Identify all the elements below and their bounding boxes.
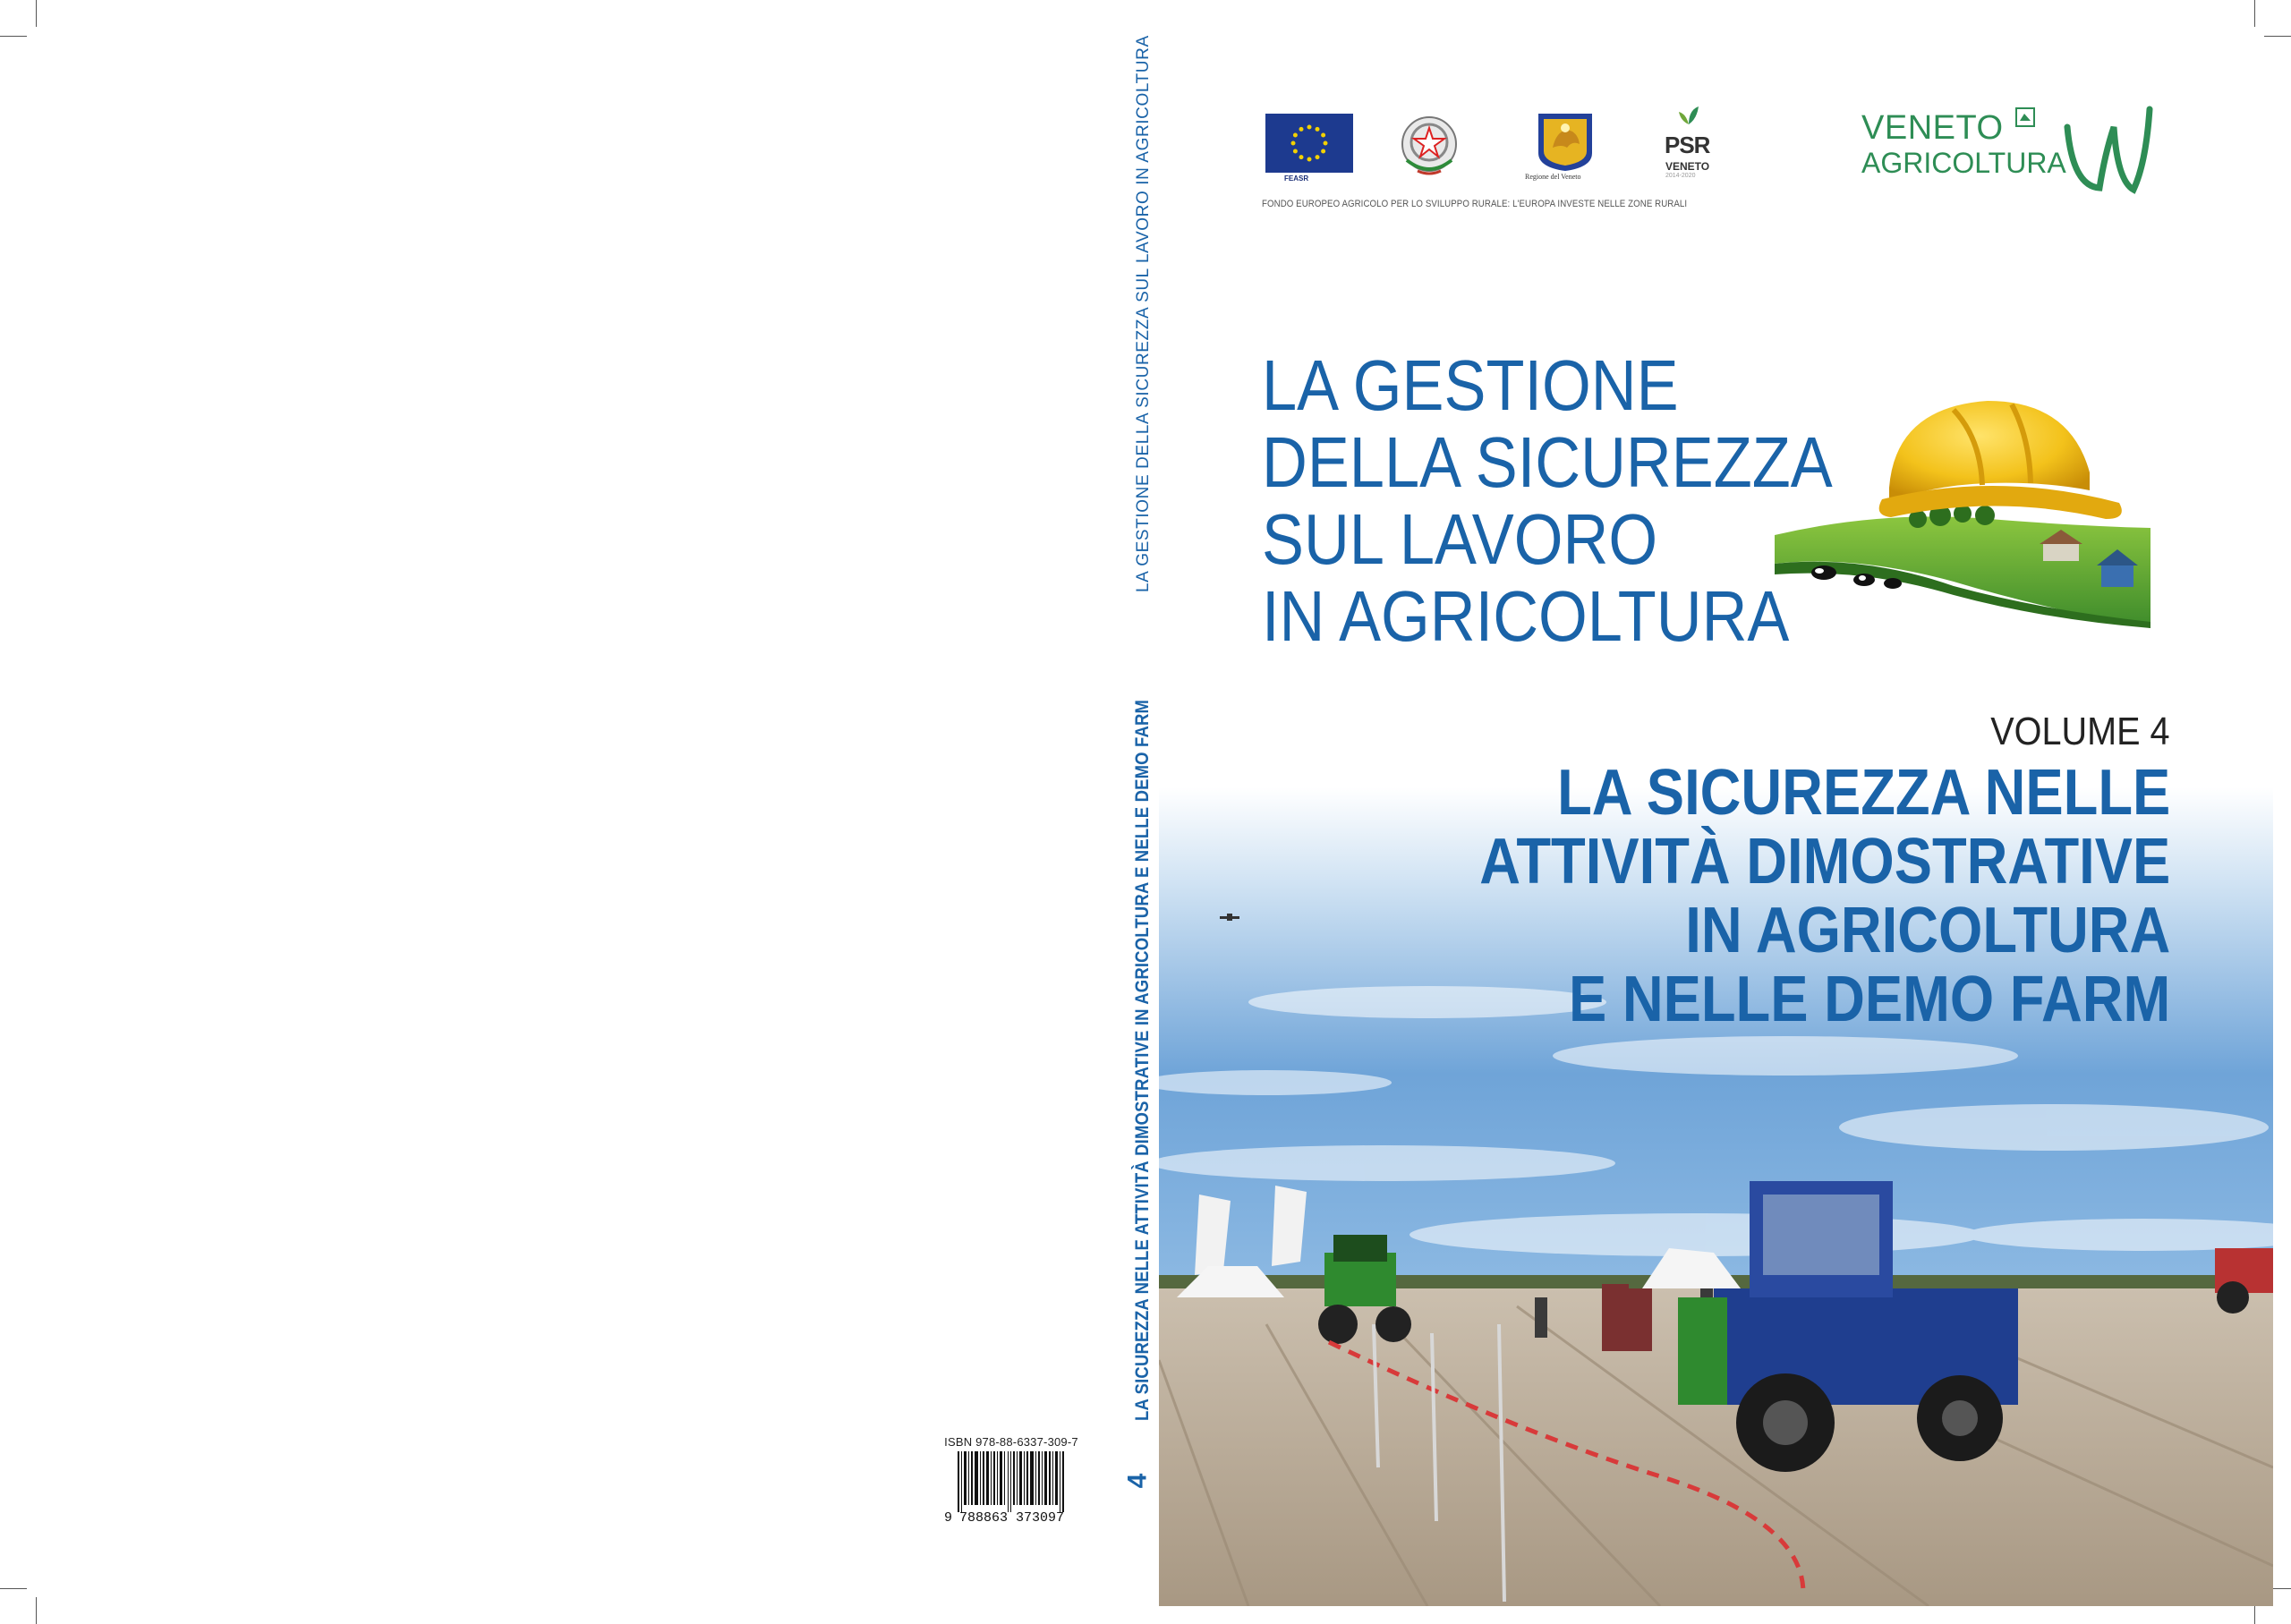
barcode-digit-group1: 788863 (959, 1510, 1009, 1526)
publisher-logo (1861, 100, 2157, 199)
eu-flag-icon (1265, 114, 1353, 173)
psr-title: PSR (1665, 132, 1710, 158)
subtitle-line: LA SICUREZZA NELLE (1556, 757, 2170, 829)
series-title (1262, 347, 1833, 655)
series-title-line: LA GESTIONE (1262, 345, 1679, 425)
italian-emblem-icon (1398, 112, 1461, 180)
subtitle-line: IN AGRICOLTURA (1684, 895, 2170, 966)
psr-leaf-icon (1677, 103, 1700, 126)
spine-volume-title: LA SICUREZZA NELLE ATTIVITÀ DIMOSTRATIVE IN AGRICOLTURA E NELLE DEMO FARM (1132, 699, 1153, 1421)
volume-label: VOLUME 4 (1990, 710, 2170, 753)
regione-label: Regione del Veneto (1525, 173, 1581, 181)
publisher-line1: VENETO (1861, 109, 2004, 147)
eu-label: FEASR (1284, 174, 1309, 183)
spine-series-title: LA GESTIONE DELLA SICUREZZA SUL LAVORO IN AGRICOLTURA (1134, 35, 1153, 592)
series-title-line: DELLA SICUREZZA (1262, 422, 1833, 502)
volume-subtitle (1479, 759, 2170, 1034)
publisher-line2: AGRICOLTURA (1861, 147, 2066, 179)
helmet-landscape-illustration (1775, 385, 2150, 631)
barcode-digit-group2: 373097 (1016, 1510, 1065, 1526)
regione-veneto-emblem-icon (1537, 112, 1594, 173)
series-title-line: IN AGRICOLTURA (1262, 576, 1790, 656)
subtitle-line: ATTIVITÀ DIMOSTRATIVE (1478, 826, 2170, 897)
isbn-block (944, 1432, 1078, 1530)
front-cover (1159, 0, 2291, 1624)
psr-region: VENETO (1665, 160, 1710, 173)
barcode (949, 1451, 1074, 1512)
subtitle-line: E NELLE DEMO FARM (1568, 964, 2170, 1035)
isbn-text: ISBN 978-88-6337-309-7 (944, 1435, 1078, 1449)
publisher-swoosh-icon (2060, 100, 2154, 194)
psr-years: 2014-2020 (1665, 173, 1696, 179)
fund-statement: FONDO EUROPEO AGRICOLO PER LO SVILUPPO RURALE: L'EUROPA INVESTE NELLE ZONE RURALI (1262, 199, 1688, 209)
series-title-line: SUL LAVORO (1262, 499, 1658, 579)
spine-volume-number: 4 (1122, 1473, 1153, 1489)
barcode-digit-first: 9 (944, 1510, 953, 1526)
publisher-mark-icon (2014, 106, 2037, 129)
